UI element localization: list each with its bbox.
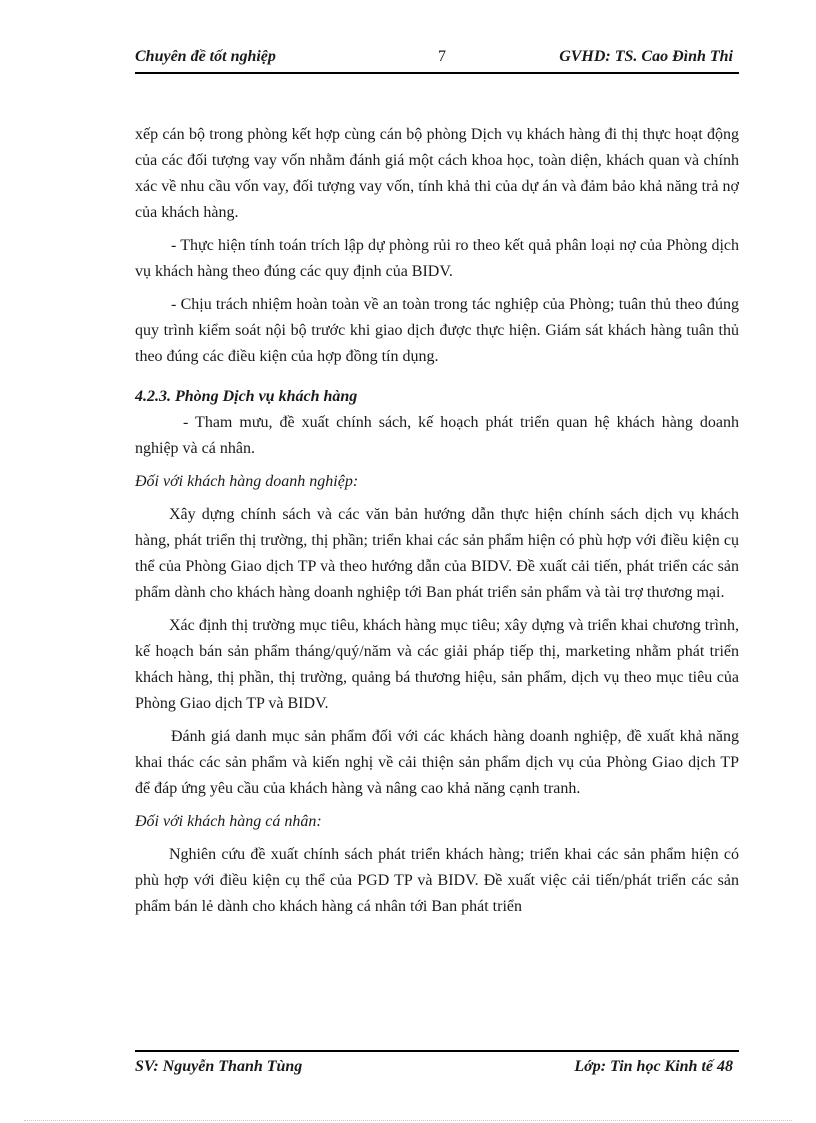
footer-student: SV: Nguyễn Thanh Tùng bbox=[135, 1058, 303, 1075]
paragraph: Đánh giá danh mục sản phẩm đối với các khách hàng doanh nghiệp, đề xuất khả năng khai thác các sản phẩm và kiến nghị về cải thiện sản phẩm dịch vụ của Phòng Giao dịch TP để đáp ứng yêu cầu của khách hàng và nâng cao khả năng cạnh tranh. bbox=[135, 728, 739, 797]
page-bottom-divider bbox=[24, 1120, 792, 1121]
paragraph: Xây dựng chính sách và các văn bản hướng dẫn thực hiện chính sách dịch vụ khách hàng, phát triển thị trường, thị phần; triển khai các sản phẩm hiện có phù hợp với điều kiện cụ thể của Phòng Giao dịch TP và theo hướng dẫn của BIDV. Đề xuất cải tiến, phát triển các sản phẩm dành cho khách hàng doanh nghiệp tới Ban phát triển sản phẩm và tài trợ thương mại. bbox=[135, 506, 739, 601]
section-heading: 4.2.3. Phòng Dịch vụ khách hàng bbox=[135, 388, 358, 405]
paragraph: xếp cán bộ trong phòng kết hợp cùng cán bộ phòng Dịch vụ khách hàng đi thị thực hoạt động của các đối tượng vay vốn nhằm đánh giá một cách khoa học, toàn diện, khách quan và chính xác về nhu cầu vốn vay, đối tượng vay vốn, tính khả thi của dự án và đảm bảo khả năng trả nợ của khách hàng. bbox=[135, 126, 739, 221]
page-header bbox=[135, 46, 739, 74]
header-title: Chuyên đề tốt nghiệp bbox=[135, 48, 276, 65]
page-footer bbox=[135, 1050, 739, 1080]
page-number: 7 bbox=[438, 48, 446, 65]
header-advisor: GVHD: TS. Cao Đình Thi bbox=[559, 48, 733, 65]
paragraph: - Tham mưu, đề xuất chính sách, kế hoạch phát triển quan hệ khách hàng doanh nghiệp và cá nhân. bbox=[135, 414, 739, 457]
paragraph: - Thực hiện tính toán trích lập dự phòng rủi ro theo kết quả phân loại nợ của Phòng dịch vụ khách hàng theo đúng các quy định của BIDV. bbox=[135, 237, 739, 280]
subsection-heading: Đối với khách hàng cá nhân: bbox=[135, 813, 322, 830]
paragraph: - Chịu trách nhiệm hoàn toàn về an toàn trong tác nghiệp của Phòng; tuân thủ theo đúng quy trình kiểm soát nội bộ trước khi giao dịch được thực hiện. Giám sát khách hàng tuân thủ theo đúng các điều kiện của hợp đồng tín dụng. bbox=[135, 296, 739, 365]
subsection-heading: Đối với khách hàng doanh nghiệp: bbox=[135, 473, 359, 490]
paragraph: Nghiên cứu đề xuất chính sách phát triển khách hàng; triển khai các sản phẩm hiện có phù hợp với điều kiện cụ thể của PGD TP và BIDV. Đề xuất việc cải tiến/phát triển các sản phẩm bán lẻ dành cho khách hàng cá nhân tới Ban phát triển bbox=[135, 846, 739, 915]
document-body bbox=[135, 122, 739, 920]
paragraph: Xác định thị trường mục tiêu, khách hàng mục tiêu; xây dựng và triển khai chương trình, kế hoạch bán sản phẩm tháng/quý/năm và các giải pháp tiếp thị, marketing nhằm phát triển khách hàng, thị phần, thị trường, quảng bá thương hiệu, sản phẩm, dịch vụ theo mục tiêu của Phòng Giao dịch TP và BIDV. bbox=[135, 617, 739, 712]
footer-class: Lớp: Tin học Kinh tế 48 bbox=[574, 1058, 733, 1075]
